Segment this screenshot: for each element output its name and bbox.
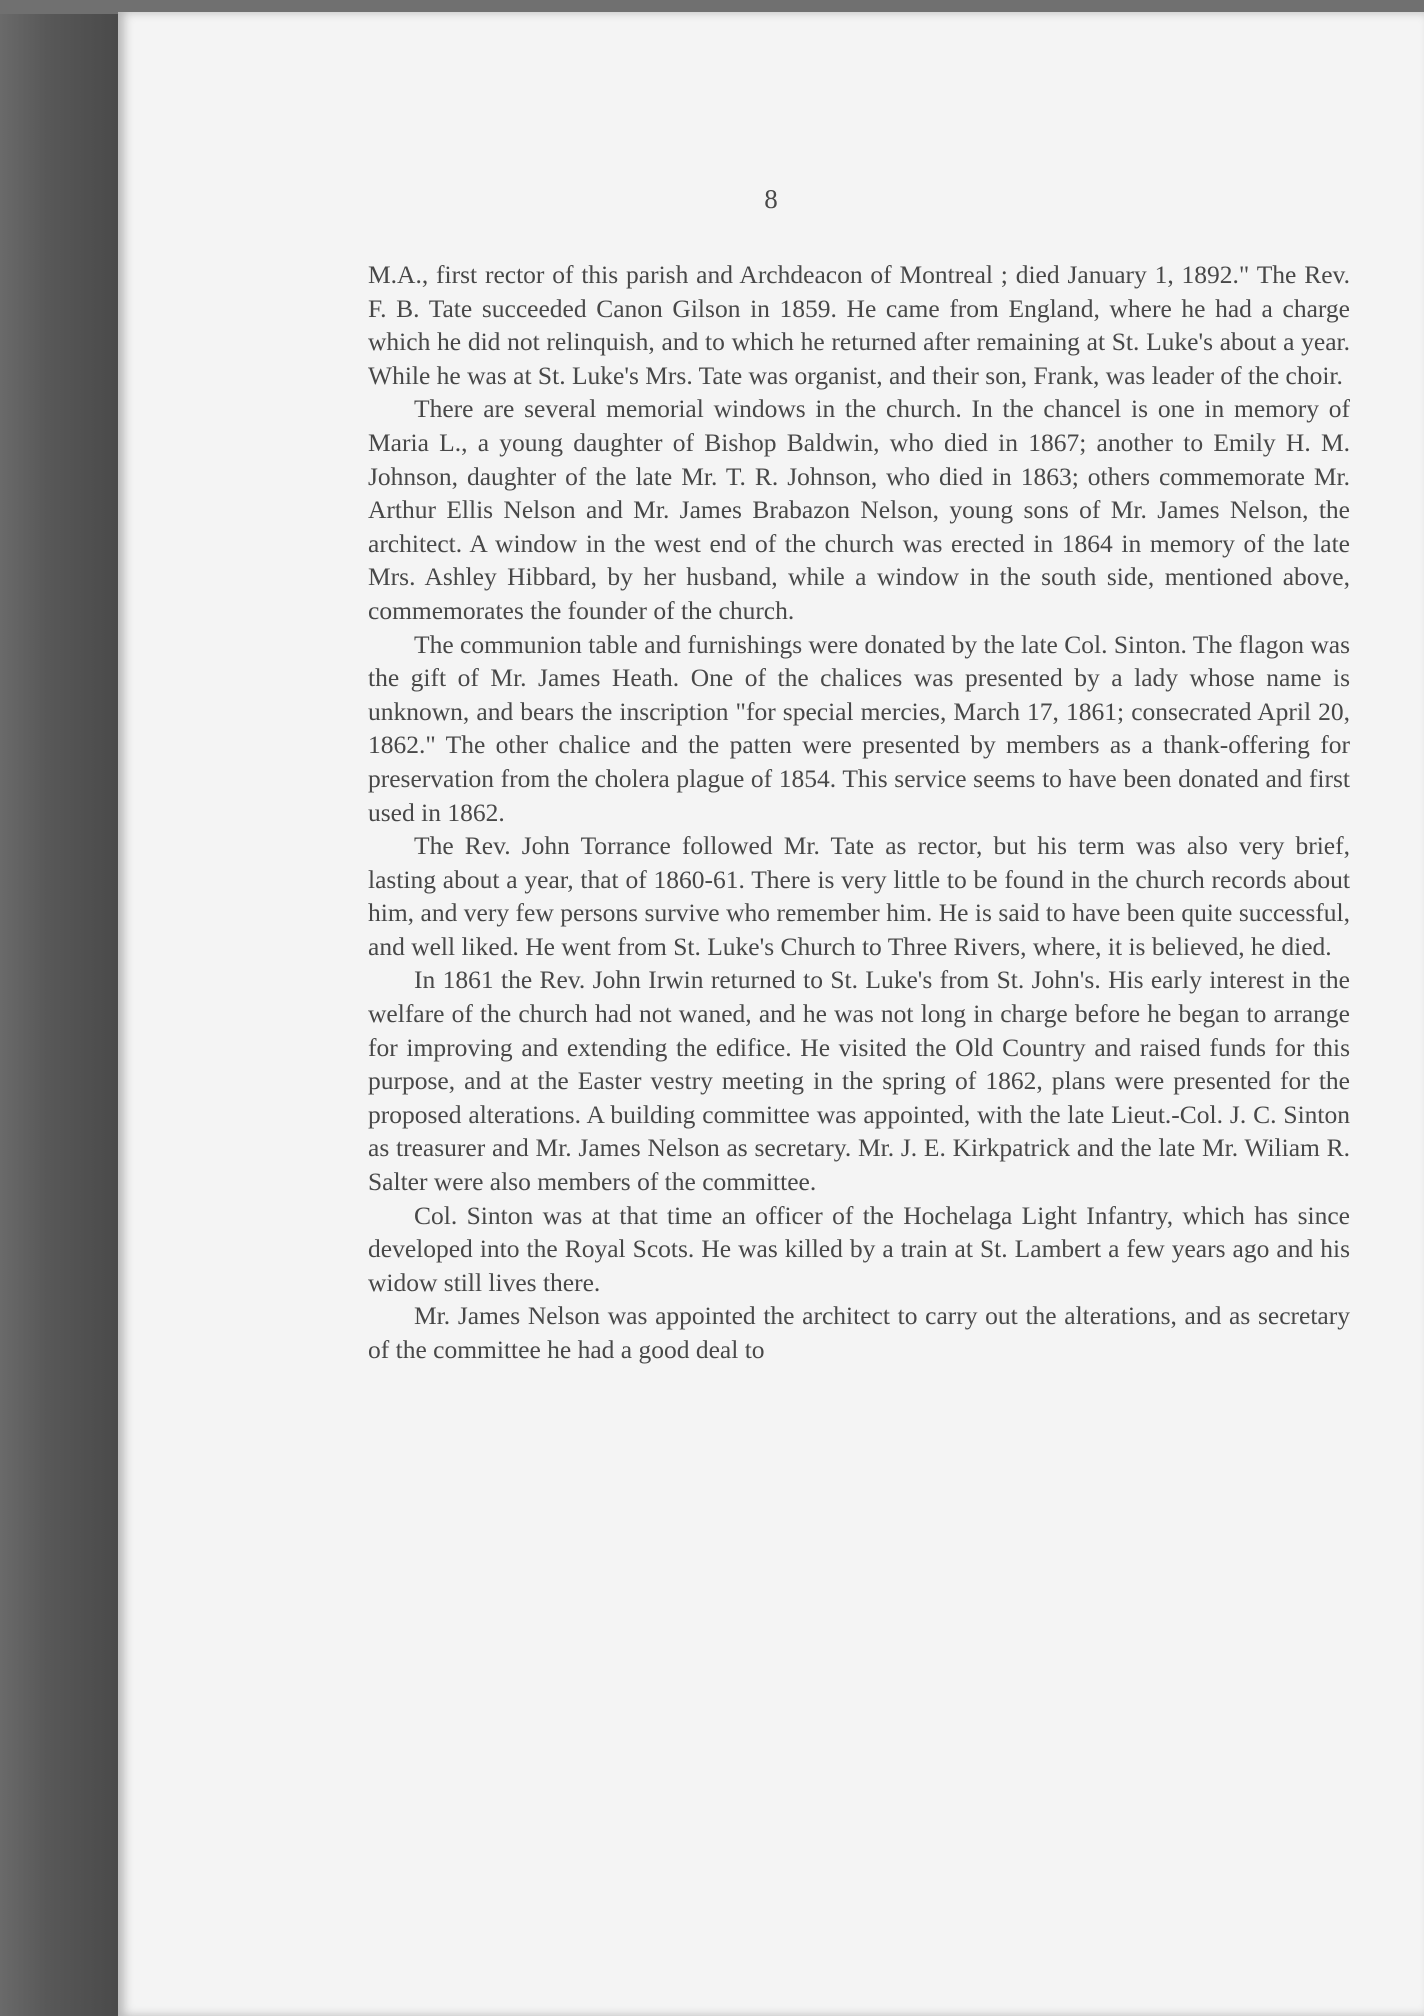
paragraph-rev-torrance: The Rev. John Torrance followed Mr. Tate as rector, but his term was also very brief, lasting about a year, that of 1860-61. There is very little to be found in the church records about him, and very few persons survive who remember him. He is said to have been quite successful, and well liked. He went from St. Luke's Church to Three Rivers, where, it is believed, he died. <box>368 831 1350 961</box>
paragraph-communion-table: The communion table and furnishings were donated by the late Col. Sinton. The flagon was the gift of Mr. James Heath. One of the chalices was presented by a lady whose name is unknown, and bears the inscription "for special mercies, March 17, 1861; consecrated April 20, 1862." The other chalice and the patten were presented by members as a thank-offering for preservation from the cholera plague of 1854. This service seems to have been donated and first used in 1862. <box>368 629 1350 827</box>
paragraph-rev-irwin: In 1861 the Rev. John Irwin returned to St. Luke's from St. John's. His early interest in the welfare of the church had not waned, and he was not long in charge before he began to arrange for improving and extending the edifice. He visited the Old Country and raised funds for this purpose, and at the Easter vestry meeting in the spring of 1862, plans were presented for the proposed alterations. A building committee was appointed, with the late Lieut.-Col. J. C. Sinton as treasurer and Mr. James Nelson as secretary. Mr. J. E. Kirkpatrick and the late Mr. Wiliam R. Salter were also members of the committee. <box>368 965 1350 1197</box>
page-number: 8 <box>764 184 778 214</box>
paragraph-james-nelson: Mr. James Nelson was appointed the architect to carry out the alterations, and as secretary of the committee he had a good deal to <box>368 1301 1350 1364</box>
paragraph-col-sinton: Col. Sinton was at that time an officer of the Hochelaga Light Infantry, which has since developed into the Royal Scots. He was killed by a train at St. Lambert a few years ago and his widow still lives there. <box>368 1200 1350 1297</box>
document-page <box>118 12 1424 2016</box>
paragraph-continued: M.A., first rector of this parish and Archdeacon of Montreal ; died January 1, 1892." The Rev. F. B. Tate succeeded Canon Gilson in 1859. He came from England, where he had a charge which he did not relinquish, and to which he returned after remaining at St. Luke's about a year. While he was at St. Luke's Mrs. Tate was organist, and their son, Frank, was leader of the choir. <box>368 260 1350 390</box>
body-text <box>368 258 1350 1367</box>
scan-left-border <box>0 0 118 2016</box>
paragraph-memorial-windows: There are several memorial windows in the church. In the chancel is one in memory of Maria L., a young daughter of Bishop Baldwin, who died in 1867; another to Emily H. M. Johnson, daughter of the late Mr. T. R. Johnson, who died in 1863; others commemorate Mr. Arthur Ellis Nelson and Mr. James Brabazon Nelson, young sons of Mr. James Nelson, the architect. A window in the west end of the church was erected in 1864 in memory of the late Mrs. Ashley Hibbard, by her husband, while a window in the south side, mentioned above, commemorates the founder of the church. <box>368 394 1350 625</box>
